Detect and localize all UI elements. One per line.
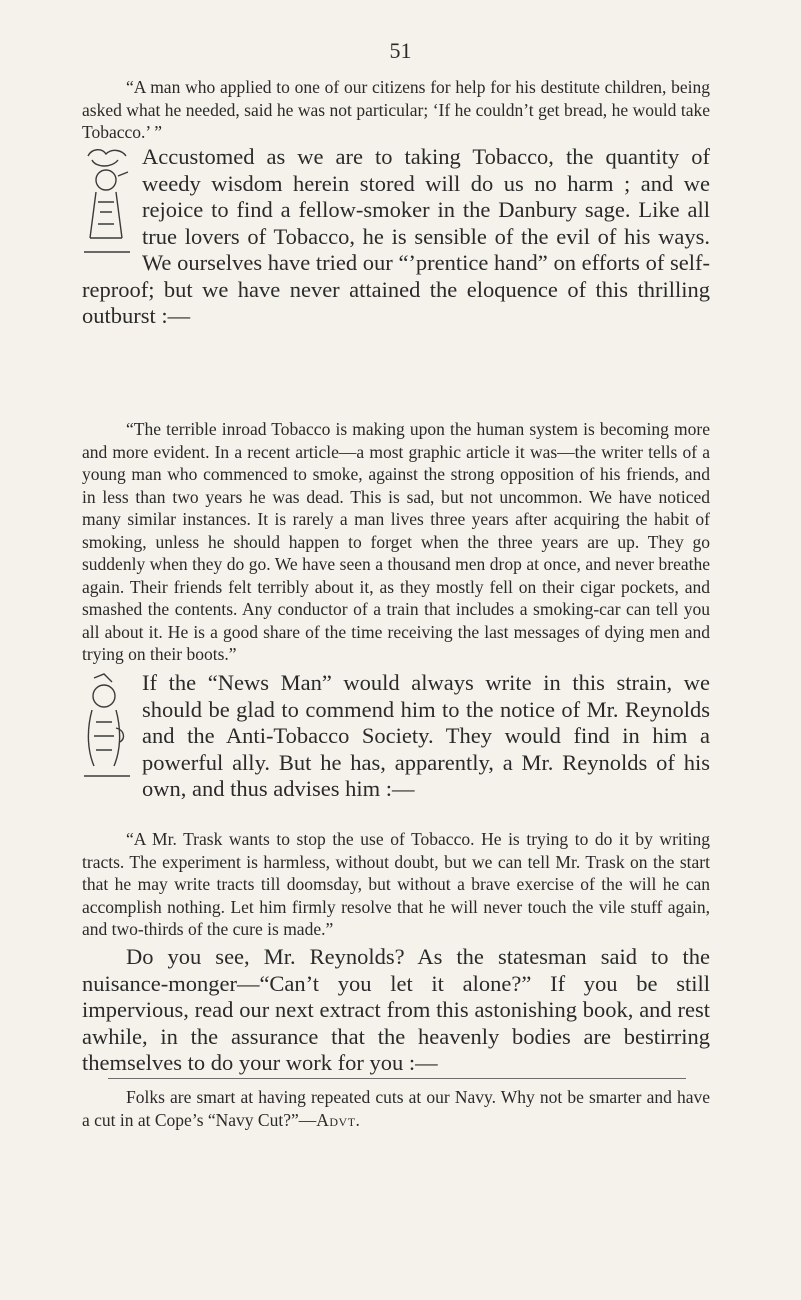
smoker-illustration-2-icon [82, 672, 132, 784]
quoted-passage-2: “A Mr. Trask wants to stop the use of Tobacco. He is trying to do it by writing tracts. The experiment is harmless, without doubt, but we can tell Mr. Trask on the start that he may write tracts till doomsday, but without a brave exercise of the will he can accomplish nothing. Let him firmly resolve that he will never touch the vile stuff again, and two-thirds of the cure is made.” [82, 829, 710, 939]
commentary-text-1: Accustomed as we are to taking Tobacco, the quantity of weedy wisdom herein stored will do us no harm ; and we rejoice to find a fellow-smoker in the Danbury sage. Like all true lovers of Tobacco, he is sensible of the evil of his ways. We ourselves have tried our “’prentice hand” on efforts of self-reproof; but we have never attained the eloquence of this thrilling outburst :— [82, 144, 710, 328]
quoted-passage-1: “The terrible inroad Tobacco is making upon the human system is becoming more and more evident. In a recent article—a most graphic article it was—the writer tells of a young man who commenced to smoke, against the strong opposition of his friends, and in less than two years he was dead. This is sad, but not uncommon. We have noticed many similar instances. It is rarely a man lives three years after acquiring the habit of smoking, unless he should happen to forget when the three years are up. They go suddenly when they do go. We have seen a thousand men drop at once, and never breathe again. Their friends felt terribly about it, as they mostly fell on their cigar pockets, and smashed the contents. Any conductor of a train that includes a smoking-car can tell you all about it. He is a good share of the time receiving the last messages of dying men and trying on their boots.” [82, 419, 710, 664]
anecdote-paragraph: “A man who applied to one of our citizens for help for his destitute children, being asked what he needed, said he was not particular; ‘If he couldn’t get bread, he would take Tobacco.’ ” [82, 77, 710, 142]
commentary-paragraph-3: Do you see, Mr. Reynolds? As the statesman said to the nuisance-monger—“Can’t you let it alone?” If you be still impervious, read our next extract from this astonishing book, and rest awhile, in the assurance that the heavenly bodies are bestirring themselves to do your work for you :— [82, 944, 710, 1075]
footer-text: Folks are smart at having repeated cuts at our Navy. Why not be smarter and have a cut in at Cope’s “Navy Cut?”— [82, 1087, 710, 1130]
smoker-illustration-icon [82, 146, 132, 258]
commentary-text-2: If the “News Man” would always write in this strain, we should be glad to commend him to the notice of Mr. Reynolds and the Anti-Tobacco Society. They would find in him a powerful ally. But he has, apparently, a Mr. Reynolds of his own, and thus advises him :— [142, 670, 710, 801]
commentary-paragraph-1 [82, 144, 710, 330]
commentary-paragraph-2 [82, 670, 710, 803]
advertisement-footer [82, 1086, 710, 1131]
advt-label: Advt. [316, 1109, 361, 1130]
footer-rule [108, 1078, 686, 1079]
page-number: 51 [389, 38, 412, 63]
